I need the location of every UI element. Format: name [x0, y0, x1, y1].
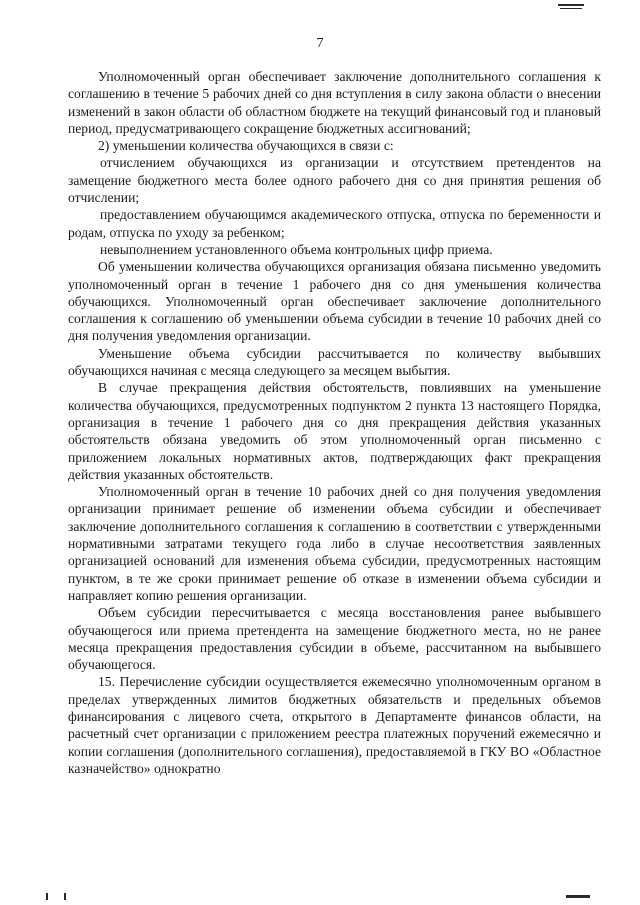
scan-mark-bottom-right — [566, 895, 590, 898]
paragraph-item-15-transfer: 15. Перечисление субсидии осуществляется ежемесячно уполномоченным органом в пределах утвержденных лимитов бюджетных обязательств и предельных объемов финансирования с лицевого счета, открытого в Департаменте финансов области, на расчетный счет организации с приложением реестра платежных поручений ежемесячно и копии соглашения (дополнительного соглашения), предоставляемой в ГКУ ВО «Областное казначейство» однократно — [68, 674, 601, 776]
paragraph-expulsion: отчислением обучающихся из организации и отсутствием претендентов на замещение бюджетного места более одного рабочего дня со дня принятия решения об отчислении; — [68, 155, 601, 206]
paragraph-item-2: 2) уменьшении количества обучающихся в связи с: — [98, 138, 394, 154]
paragraph-notification-duty: Об уменьшении количества обучающихся организация обязана письменно уведомить уполномоченный орган в течение 1 рабочего дня со дня уменьшения количества обучающихся. Уполномоченный орган обеспечивает заключение дополнительного соглашения к соглашению об уменьшении объема субсидии в течение 10 рабочих дней со дня получения уведомления организации. — [68, 259, 601, 344]
paragraph-subsidy-reduction: Уменьшение объема субсидии рассчитывается по количеству выбывших обучающихся начиная с месяца следующего за месяцем выбытия. — [68, 345, 601, 379]
scan-mark-bottom-left — [46, 893, 48, 900]
paragraph-decision: Уполномоченный орган в течение 10 рабочих дней со дня получения уведомления организации принимает решение об изменении объема субсидии и обеспечивает заключение дополнительного соглашения к соглашению в соответствии с утвержденными нормативными затратами текущего года либо в случае несоответствия заявленных организацией оснований для изменения объема субсидии, предусмотренных настоящим пунктом, в те же сроки принимает решение об отказе в изменении объема субсидии и направляет копию решения организации. — [68, 484, 601, 603]
scan-mark-top-right — [558, 4, 584, 6]
scan-mark-top-right-2 — [560, 8, 582, 9]
paragraph-circumstances-end: В случае прекращения действия обстоятельств, повлиявших на уменьшение количества обучающихся, предусмотренных подпунктом 2 пункта 13 настоящего Порядка, организация в течение 1 рабочего дня со дня прекращения действия указанных обстоятельств обязана уведомить об этом уполномоченный орган письменно с приложением локальных нормативных актов, подтверждающих факт прекращения действия указанных обстоятельств. — [68, 380, 601, 482]
paragraph-agreement-term: Уполномоченный орган обеспечивает заключение дополнительного соглашения к соглашению в течение 5 рабочих дней со дня вступления в силу закона области о внесении изменений в закон области об областном бюджете на текущий финансовый год и плановый период, предусматривающего сокращение бюджетных ассигнований; — [68, 69, 601, 136]
scan-mark-bottom-left-2 — [64, 893, 66, 900]
paragraph-admission-quota: невыполнением установленного объема контрольных цифр приема. — [100, 241, 493, 257]
paragraph-academic-leave: предоставлением обучающимся академического отпуска, отпуска по беременности и родам, отпуска по уходу за ребенком; — [68, 207, 601, 240]
paragraph-recalculation: Объем субсидии пересчитывается с месяца восстановления ранее выбывшего обучающегося или приема претендента на замещение бюджетного места, но не ранее месяца прекращения предоставления субсидии в объеме, рассчитанном на выбывшего обучающегося. — [68, 605, 601, 673]
page-number: 7 — [316, 36, 324, 51]
document-body — [68, 68, 601, 777]
